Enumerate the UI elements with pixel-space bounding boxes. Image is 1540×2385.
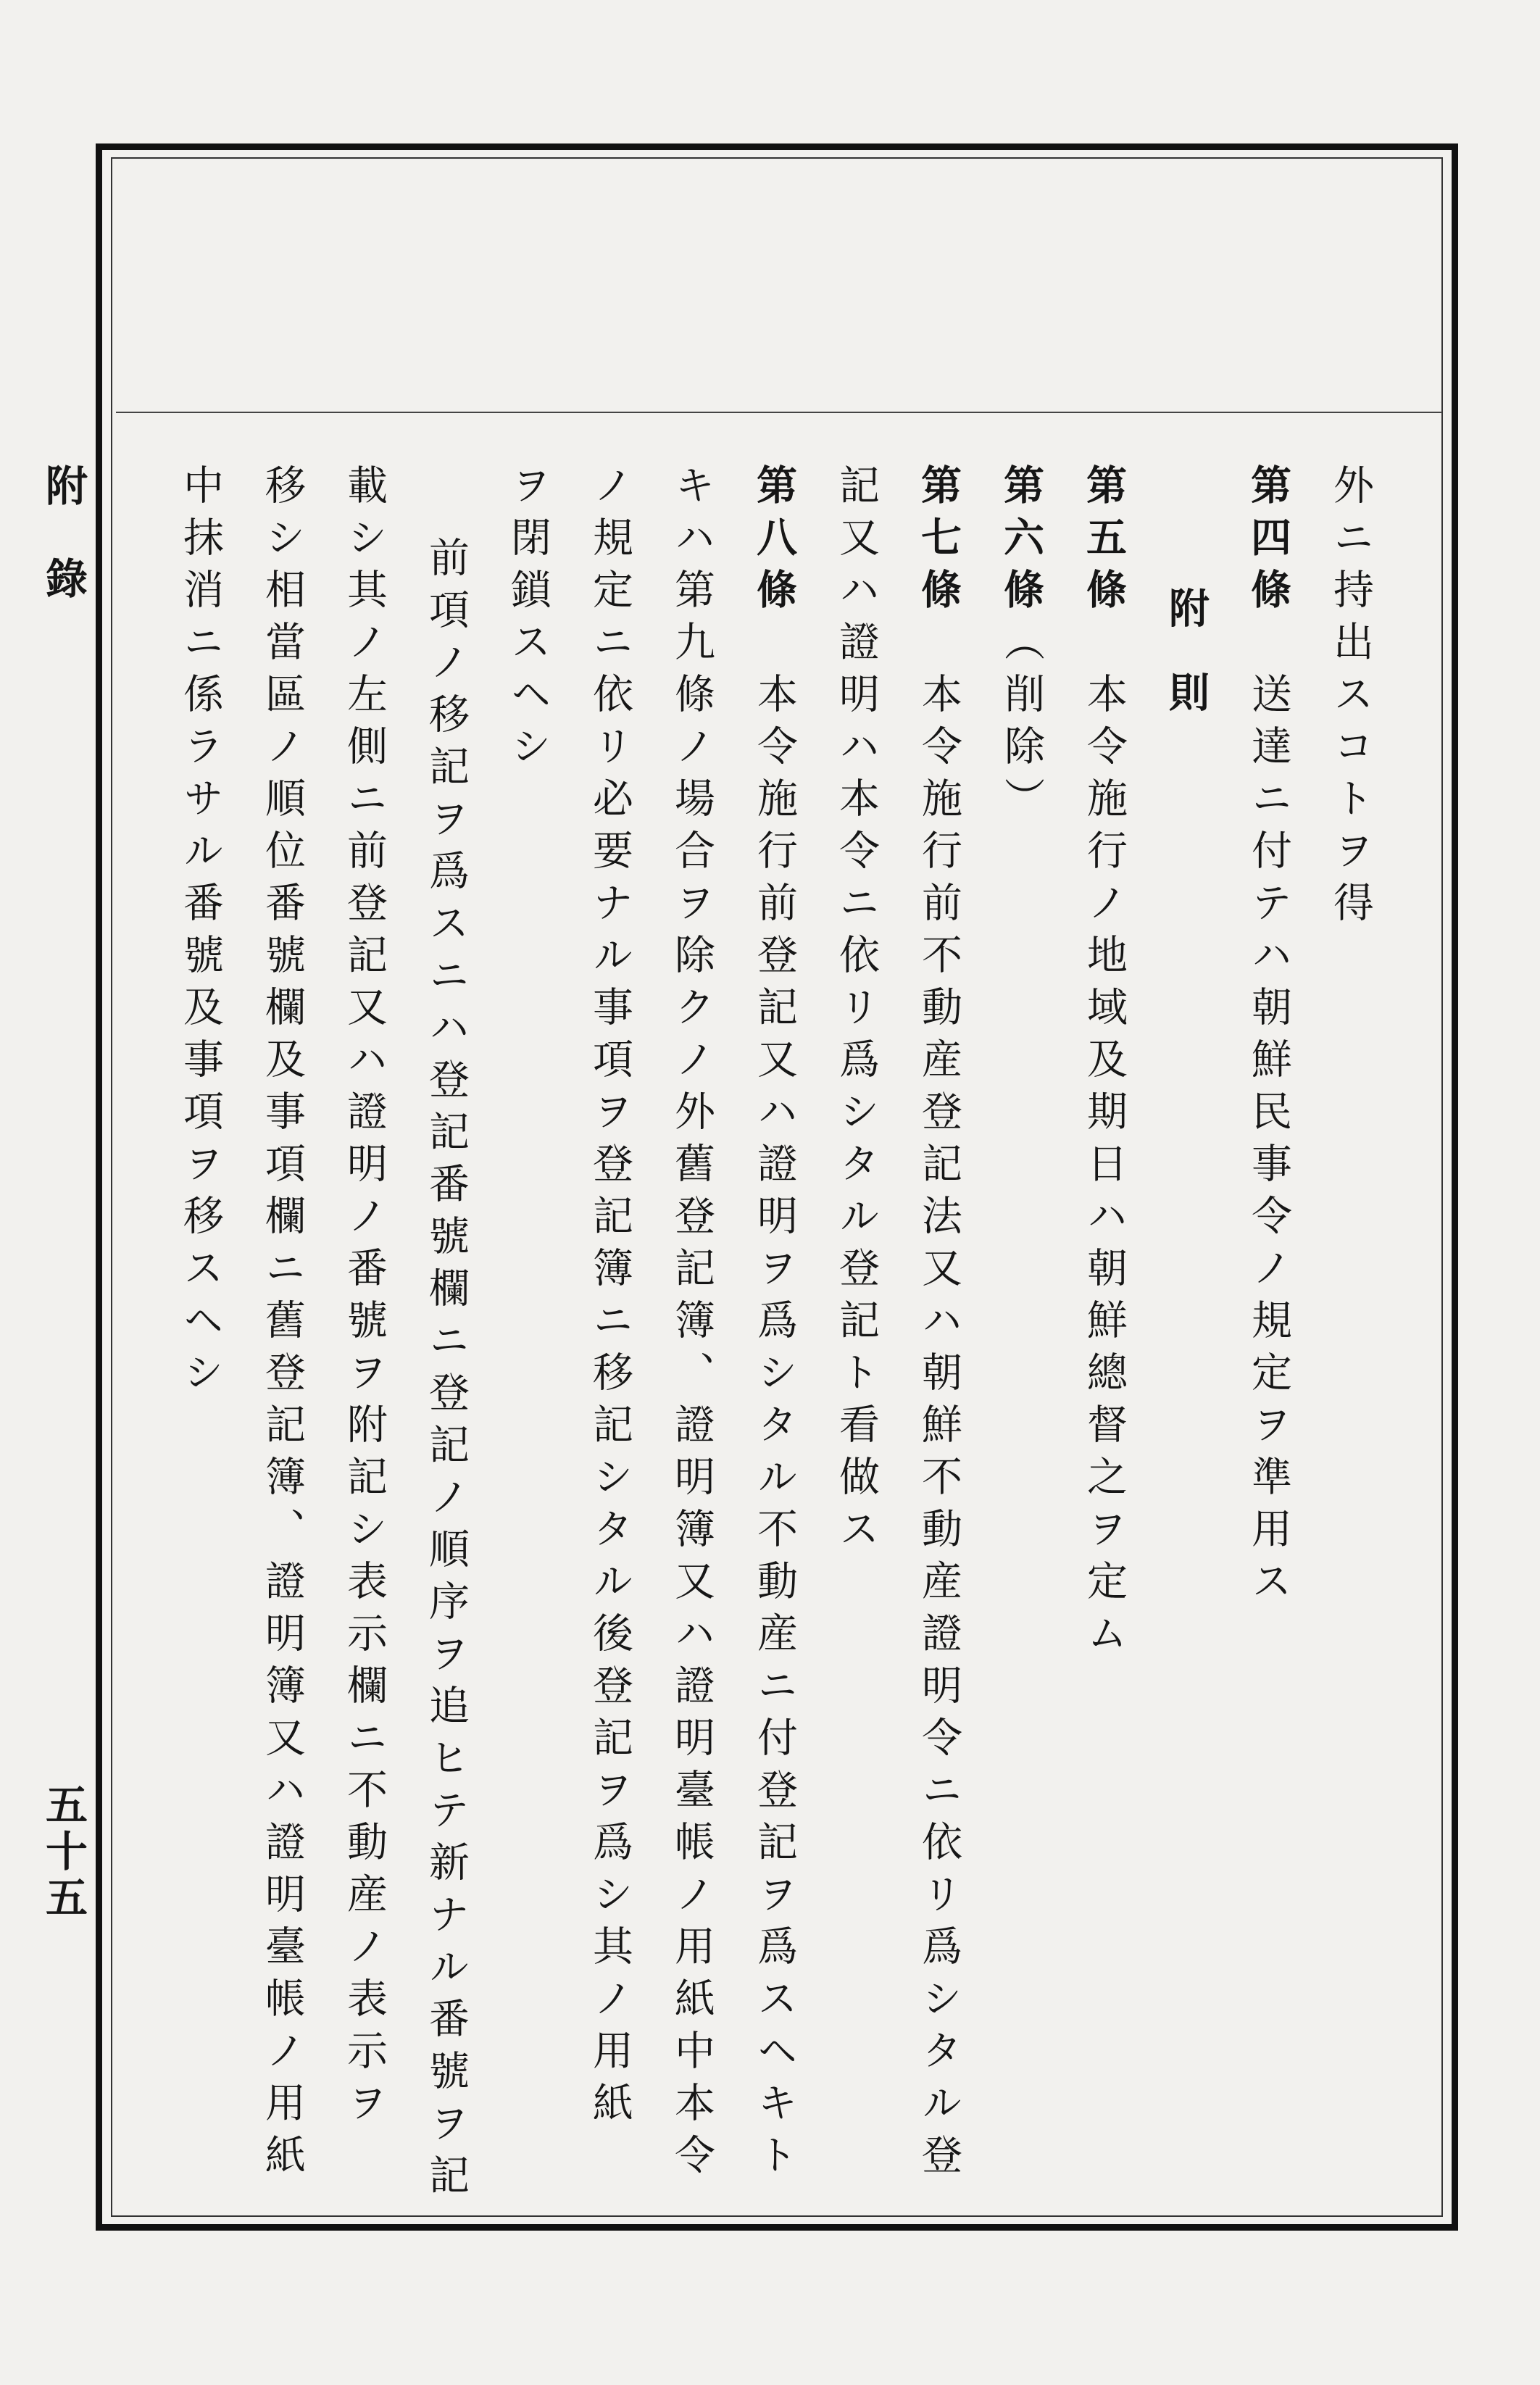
text-column: キハ第九條ノ場合ヲ除クノ外舊登記簿、證明簿又ハ證明臺帳ノ用紙中本令	[668, 464, 715, 2186]
article-8: 第八條 本令施行前登記又ハ證明ヲ爲シタル不動産ニ付登記ヲ爲スヘキト	[750, 464, 798, 2186]
article-7: 第七條 本令施行前不動産登記法又ハ朝鮮不動産證明令ニ依リ爲シタル登	[915, 464, 962, 2186]
appendix-heading: 附則	[1162, 587, 1210, 755]
text-column: 中抹消ニ係ラサル番號及事項ヲ移スヘシ	[177, 464, 224, 1403]
header-rule	[116, 412, 1442, 413]
text-column: ヲ閉鎖スヘシ	[504, 464, 552, 777]
article-number: 第六條	[997, 464, 1045, 620]
article-number: 第七條	[915, 464, 962, 620]
article-5: 第五條 本令施行ノ地域及期日ハ朝鮮總督之ヲ定ム	[1080, 464, 1128, 1664]
page-number: 五十五	[38, 1783, 88, 1922]
paragraph-start: 前項ノ移記ヲ爲スニハ登記番號欄ニ登記ノ順序ヲ追ヒテ新ナル番號ヲ記	[423, 536, 470, 2206]
text-column: ノ規定ニ依リ必要ナル事項ヲ登記簿ニ移記シタル後登記ヲ爲シ其ノ用紙	[586, 464, 633, 2134]
running-header-title: 附錄	[38, 464, 88, 649]
body-text	[159, 464, 1391, 2206]
article-number: 第八條	[750, 464, 798, 620]
text-column: 外ニ持出スコトヲ得	[1327, 464, 1374, 933]
article-number: 第五條	[1080, 464, 1128, 620]
article-6: 第六條（削除）	[997, 464, 1045, 829]
article-4: 第四條 送達ニ付テハ朝鮮民事令ノ規定ヲ準用ス	[1244, 464, 1292, 1612]
text-column: 載シ其ノ左側ニ前登記又ハ證明ノ番號ヲ附記シ表示欄ニ不動産ノ表示ヲ	[341, 464, 388, 2134]
text-column: 記又ハ證明ハ本令ニ依リ爲シタル登記ト看做ス	[833, 464, 880, 1560]
article-number: 第四條	[1244, 464, 1292, 620]
text-column: 移シ相當區ノ順位番號欄及事項欄ニ舊登記簿、證明簿又ハ證明臺帳ノ用紙	[259, 464, 306, 2186]
